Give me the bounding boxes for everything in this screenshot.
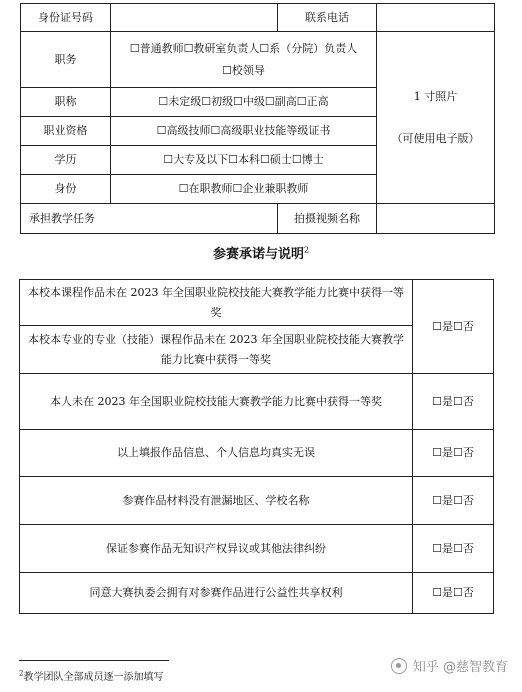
commitment-table xyxy=(19,279,494,614)
position-options[interactable] xyxy=(111,32,377,88)
position-label: 职务 xyxy=(21,32,111,88)
identity-label: 身份 xyxy=(21,175,111,204)
commitment-text: 同意大赛执委会拥有对参赛作品进行公益性共享权利 xyxy=(20,573,413,614)
phone-field[interactable] xyxy=(377,4,495,32)
commitment-text: 保证参赛作品无知识产权异议或其他法律纠纷 xyxy=(20,525,413,573)
title-label: 职称 xyxy=(21,88,111,117)
education-label: 学历 xyxy=(21,146,111,175)
commitment-text: 本校本专业的专业（技能）课程作品未在 2023 年全国职业院校技能大赛教学能力比赛中获得一等奖 xyxy=(20,326,413,374)
watermark-text: 知乎 @慈智教育 xyxy=(412,660,508,675)
id-number-label: 身份证号码 xyxy=(21,4,111,32)
teacher-info-table xyxy=(20,3,495,234)
video-name-label: 拍摄视频名称 xyxy=(278,204,377,234)
title-options[interactable]: ☐未定级☐初级☐中级☐副高☐正高 xyxy=(111,88,377,117)
position-options-line2: ☐校领导 xyxy=(222,63,265,77)
commitment-answer[interactable]: ☐是☐否 xyxy=(413,477,494,525)
commitment-answer[interactable]: ☐是☐否 xyxy=(413,430,494,477)
commitment-answer[interactable]: ☐是☐否 xyxy=(413,525,494,573)
video-name-field[interactable] xyxy=(377,204,495,234)
commitment-answer[interactable]: ☐是☐否 xyxy=(413,280,494,374)
commitment-answer[interactable]: ☐是☐否 xyxy=(413,573,494,614)
qualification-label: 职业资格 xyxy=(21,117,111,146)
watermark xyxy=(391,656,508,675)
photo-note-text: （可使用电子版） xyxy=(391,131,480,145)
teaching-task-label: 承担教学任务 xyxy=(21,204,278,234)
commitment-text: 本校本课程作品未在 2023 年全国职业院校技能大赛教学能力比赛中获得一等奖 xyxy=(20,280,413,326)
footnote-text: 教学团队全部成员逐一添加填写 xyxy=(23,672,164,683)
section-title-text: 参赛承诺与说明 xyxy=(212,247,304,262)
id-number-field[interactable] xyxy=(111,4,278,32)
commitment-answer[interactable]: ☐是☐否 xyxy=(413,374,494,430)
footnote-mark: 2 xyxy=(19,669,24,678)
qualification-options[interactable]: ☐高级技师☐高级职业技能等级证书 xyxy=(111,117,377,146)
commitment-text: 以上填报作品信息、个人信息均真实无误 xyxy=(20,430,413,477)
brand-logo-icon xyxy=(391,658,407,674)
phone-label: 联系电话 xyxy=(278,4,377,32)
education-options[interactable]: ☐大专及以下☐本科☐硕士☐博士 xyxy=(111,146,377,175)
photo-size-text: 1 寸照片 xyxy=(413,89,458,103)
identity-options[interactable]: ☐在职教师☐企业兼职教师 xyxy=(111,175,377,204)
footnote xyxy=(19,668,163,683)
section-title-note: 2 xyxy=(303,245,310,255)
photo-box[interactable] xyxy=(377,32,495,204)
commitment-text: 参赛作品材料没有泄漏地区、学校名称 xyxy=(20,477,413,525)
section-title xyxy=(0,243,522,262)
footnote-divider xyxy=(19,660,169,661)
commitment-text: 本人未在 2023 年全国职业院校技能大赛教学能力比赛中获得一等奖 xyxy=(20,374,413,430)
position-options-line1: ☐普通教师☐教研室负责人☐系（分院）负责人 xyxy=(129,41,358,55)
